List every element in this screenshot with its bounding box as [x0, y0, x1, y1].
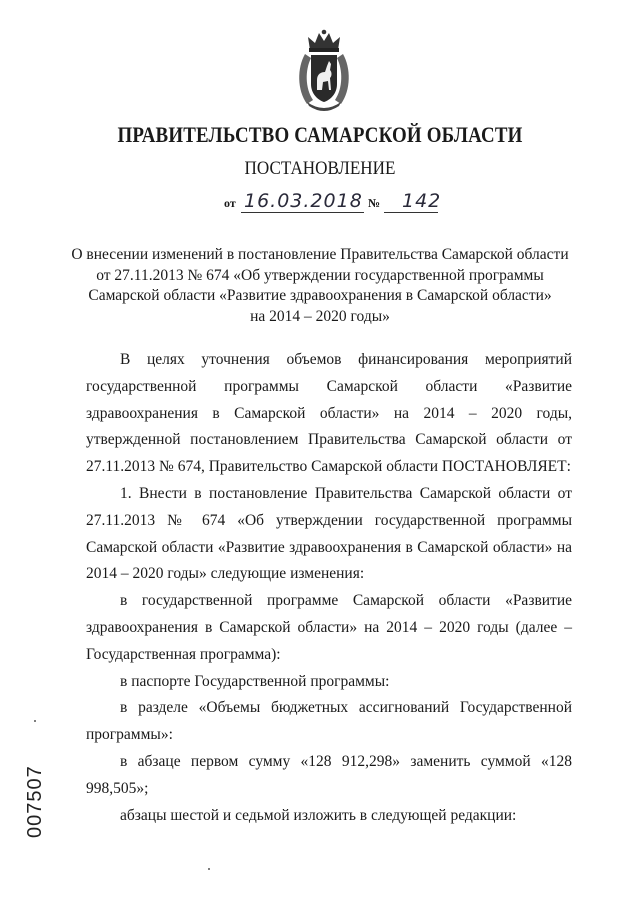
samara-coat-of-arms-icon: [293, 28, 355, 112]
paragraph-program: в государственной программе Самарской области «Развитие здравоохранения в Самарской области» на 2014 – 2020 годы (далее – Государственная программа):: [86, 592, 572, 663]
number-underline: [384, 212, 438, 213]
document-body: [86, 347, 572, 829]
subject-line: Самарской области «Развитие здравоохранения в Самарской области»: [88, 287, 552, 304]
government-title: ПРАВИТЕЛЬСТВО САМАРСКОЙ ОБЛАСТИ: [117, 122, 523, 147]
number-prefix: №: [368, 196, 381, 210]
handwritten-date: 16.03.2018: [244, 190, 363, 212]
paragraph-passport: в паспорте Государственной программы:: [120, 672, 390, 690]
margin-mark: [208, 868, 210, 870]
handwritten-number: 142: [402, 190, 442, 212]
subject-line: от 27.11.2013 № 674 «Об утверждении государственной программы: [96, 266, 544, 284]
paragraph-abzats: абзацы шестой и седьмой изложить в следующей редакции:: [120, 806, 517, 824]
paragraph-section: в разделе «Объемы бюджетных ассигнований Государственной программы»:: [86, 699, 572, 744]
paragraph-preamble: В целях уточнения объемов финансирования мероприятий государственной программы Самарской области «Развитие здравоохранения в Самарской области» на 2014 – 2020 годы, утвержденной постановлением Правительства Самарской области от 27.11.2013 № 674, Правительство Самарской области ПОСТАНОВЛЯЕТ:: [86, 351, 572, 476]
document-subject: [60, 245, 580, 327]
subject-line: на 2014 – 2020 годы»: [250, 307, 390, 325]
side-serial-number: 007507: [24, 765, 46, 838]
paragraph-sum-change: в абзаце первом сумму «128 912,298» заменить суммой «128 998,505»;: [86, 752, 572, 797]
document-type: ПОСТАНОВЛЕНИЕ: [244, 158, 396, 179]
margin-mark: [34, 720, 36, 722]
date-underline: [241, 212, 364, 213]
subject-line: О внесении изменений в постановление Правительства Самарской области: [71, 246, 569, 263]
date-prefix: от: [224, 196, 236, 210]
paragraph-item-1: 1. Внести в постановление Правительства Самарской области от 27.11.2013 № 674 «Об утверждении государственной программы Самарской области «Развитие здравоохранения в Самарской области» на 2014 – 2020 годы» следующие изменения:: [86, 484, 572, 583]
